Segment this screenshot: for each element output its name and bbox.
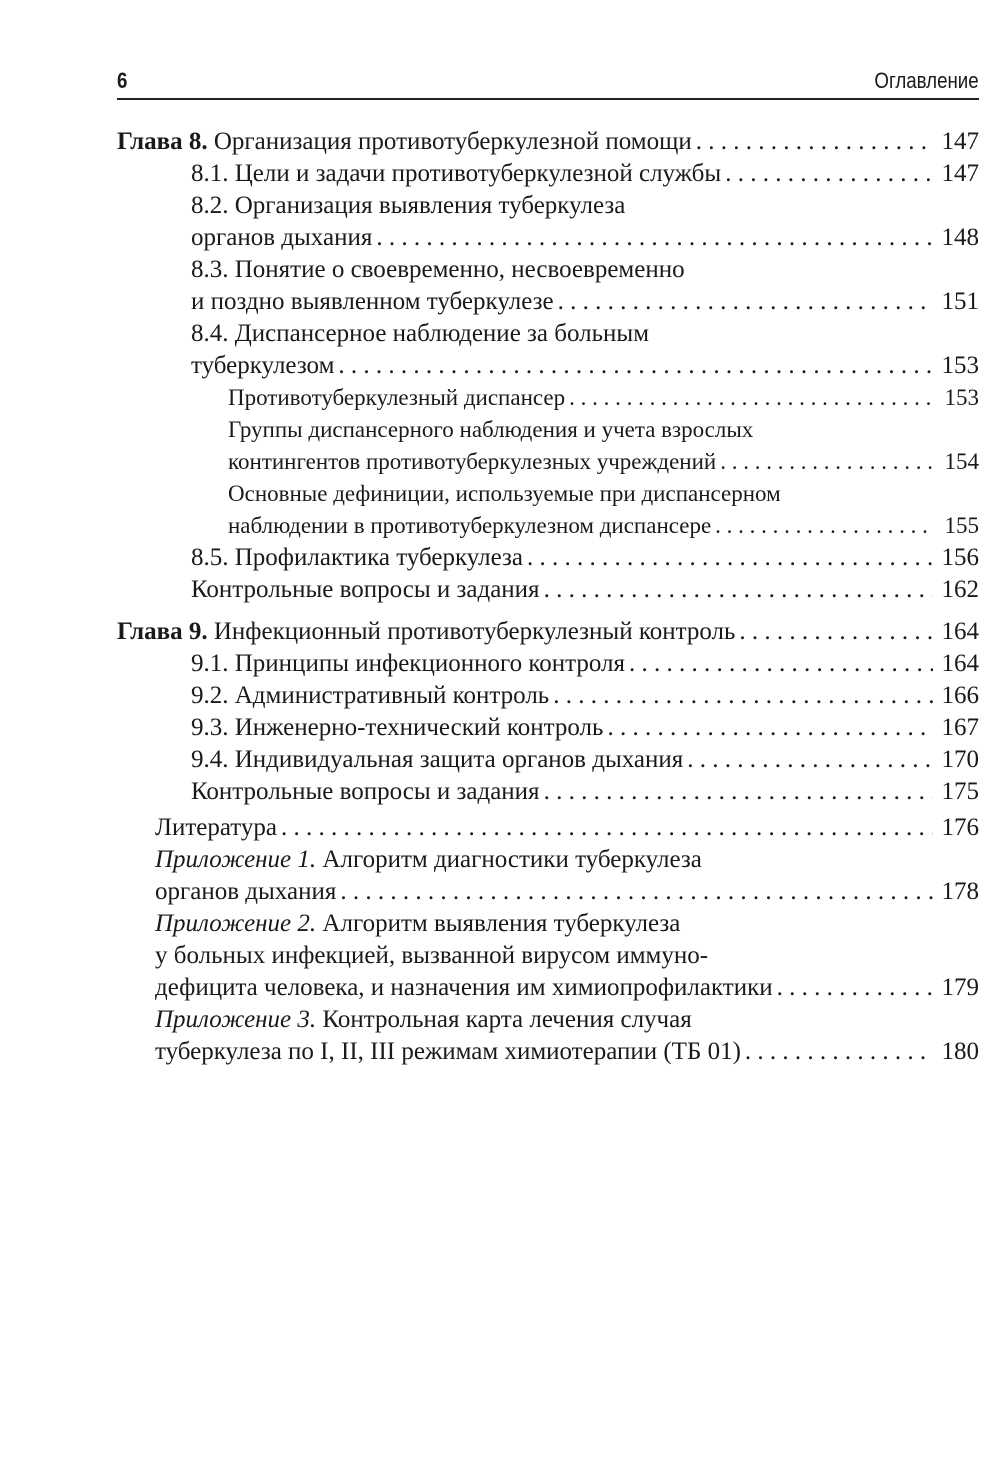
appendix-title: туберкулеза по I, II, III режимам химиотерапии (ТБ 01): [155, 1038, 741, 1065]
section-title-line: 8.3. Понятие о своевременно, несвоевременно: [191, 256, 685, 283]
section-title-line: 8.2. Организация выявления туберкулеза: [191, 192, 626, 219]
subsection-title: Противотуберкулезный диспансер: [228, 385, 566, 410]
section-title: 8.1. Цели и задачи противотуберкулезной службы: [191, 160, 722, 187]
section-title: и поздно выявленном туберкулезе: [191, 288, 554, 315]
appendix-title: Алгоритм диагностики туберкулеза: [322, 846, 702, 873]
toc-entry[interactable]: [117, 972, 979, 1004]
toc-entry[interactable]: [117, 776, 979, 808]
toc-entry[interactable]: [117, 574, 979, 606]
toc-entry[interactable]: [117, 1036, 979, 1068]
page-ref: 156: [941, 544, 979, 571]
appendix-label: Приложение 1.: [155, 846, 317, 873]
leader-dots: [544, 574, 933, 606]
leader-dots: [281, 812, 933, 844]
page-ref: 166: [941, 682, 979, 709]
toc-entry[interactable]: [117, 812, 979, 844]
chapter-title: Организация противотуберкулезной помощи: [213, 128, 692, 155]
appendix-title: Контрольная карта лечения случая: [322, 1006, 692, 1033]
section-title: 8.5. Профилактика туберкулеза: [191, 544, 523, 571]
toc-entry[interactable]: [117, 616, 979, 648]
page-ref: 147: [941, 160, 979, 187]
literature-title: Литература: [155, 814, 277, 841]
toc-entry[interactable]: [117, 510, 979, 542]
toc-entry[interactable]: [117, 876, 979, 908]
chapter-label: Глава 9.: [117, 618, 208, 645]
subsection-title-line: Основные дефиниции, используемые при диспансерном: [228, 481, 781, 506]
appendix-title-line: [117, 1004, 979, 1036]
page-ref: 167: [941, 714, 979, 741]
page-ref: 162: [941, 576, 979, 603]
section-title: органов дыхания: [191, 224, 373, 251]
chapter-8: [117, 126, 979, 606]
running-title: Оглавление: [874, 68, 979, 93]
appendix-title: дефицита человека, и назначения им химиопрофилактики: [155, 974, 773, 1001]
leader-dots: [696, 126, 933, 158]
toc-entry[interactable]: [117, 126, 979, 158]
page-ref: 178: [941, 878, 979, 905]
table-of-contents: [117, 126, 979, 1068]
leader-dots: [715, 510, 933, 542]
chapter-label: Глава 8.: [117, 128, 208, 155]
toc-entry[interactable]: [117, 542, 979, 574]
section-title: 9.2. Административный контроль: [191, 682, 550, 709]
toc-entry[interactable]: [117, 712, 979, 744]
leader-dots: [340, 876, 933, 908]
leader-dots: [629, 648, 933, 680]
page-ref: 153: [944, 385, 979, 410]
toc-entry[interactable]: [117, 744, 979, 776]
toc-entry[interactable]: [117, 350, 979, 382]
appendix-title-line: [117, 908, 979, 940]
toc-entry[interactable]: [117, 286, 979, 318]
leader-dots: [720, 446, 933, 478]
page-ref: 176: [941, 814, 979, 841]
toc-entry[interactable]: [117, 648, 979, 680]
toc-entry[interactable]: [117, 158, 979, 190]
page-ref: 175: [941, 778, 979, 805]
page-ref: 151: [941, 288, 979, 315]
leader-dots: [739, 616, 933, 648]
chapter-9: [117, 616, 979, 808]
leader-dots: [607, 712, 933, 744]
page-header: [117, 62, 979, 100]
section-title: Контрольные вопросы и задания: [191, 576, 540, 603]
toc-entry[interactable]: [117, 680, 979, 712]
spacer: [117, 606, 979, 616]
appendix-title-line: у больных инфекцией, вызванной вирусом иммуно-: [155, 942, 709, 969]
subsection-title: наблюдении в противотуберкулезном диспансере: [228, 513, 712, 538]
subsection-title: контингентов противотуберкулезных учреждений: [228, 449, 717, 474]
leader-dots: [376, 222, 933, 254]
page-ref: 153: [941, 352, 979, 379]
appendix-title: органов дыхания: [155, 878, 337, 905]
section-title: 9.3. Инженерно-технический контроль: [191, 714, 604, 741]
page-ref: 147: [941, 128, 979, 155]
subsection-title-line: Группы диспансерного наблюдения и учета взрослых: [228, 417, 754, 442]
page-number: 6: [117, 68, 128, 93]
leader-dots: [725, 158, 933, 190]
appendix-title-line: [117, 844, 979, 876]
section-title-line: 8.4. Диспансерное наблюдение за больным: [191, 320, 650, 347]
leader-dots: [544, 776, 933, 808]
section-title: Контрольные вопросы и задания: [191, 778, 540, 805]
back-matter: [117, 812, 979, 1068]
page-ref: 155: [944, 513, 979, 538]
leader-dots: [338, 350, 933, 382]
leader-dots: [745, 1036, 933, 1068]
appendix-title: Алгоритм выявления туберкулеза: [322, 910, 681, 937]
chapter-title: Инфекционный противотуберкулезный контроль: [213, 618, 736, 645]
page-ref: 179: [941, 974, 979, 1001]
section-title: туберкулезом: [191, 352, 335, 379]
leader-dots: [569, 382, 933, 414]
leader-dots: [558, 286, 933, 318]
section-title: 9.4. Индивидуальная защита органов дыхания: [191, 746, 684, 773]
page-ref: 154: [944, 449, 979, 474]
page-ref: 164: [941, 650, 979, 677]
page-ref: 170: [941, 746, 979, 773]
toc-entry[interactable]: [117, 382, 979, 414]
appendix-label: Приложение 2.: [155, 910, 317, 937]
page-ref: 164: [941, 618, 979, 645]
toc-entry[interactable]: [117, 446, 979, 478]
leader-dots: [527, 542, 933, 574]
appendix-label: Приложение 3.: [155, 1006, 317, 1033]
page-ref: 180: [941, 1038, 979, 1065]
leader-dots: [777, 972, 933, 1004]
toc-entry[interactable]: [117, 222, 979, 254]
leader-dots: [687, 744, 933, 776]
section-title: 9.1. Принципы инфекционного контроля: [191, 650, 625, 677]
leader-dots: [553, 680, 933, 712]
page-ref: 148: [941, 224, 979, 251]
